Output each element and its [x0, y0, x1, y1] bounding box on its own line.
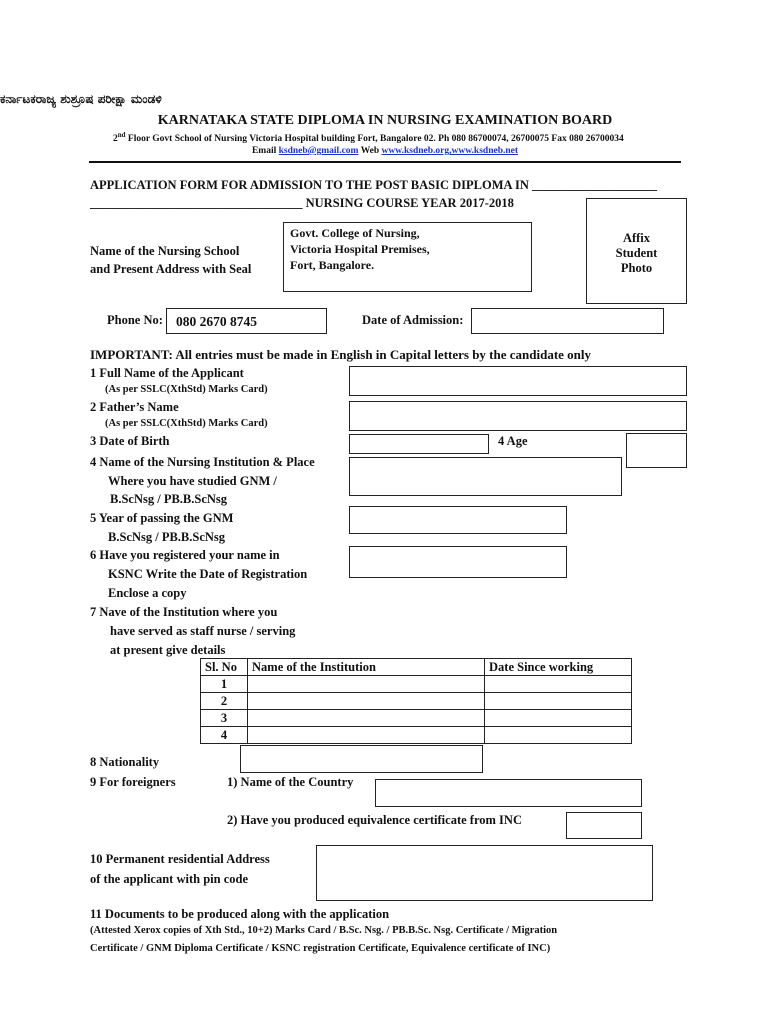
equivalence-field[interactable]: [566, 812, 642, 839]
nationality-field[interactable]: [240, 745, 483, 773]
admission-date-field[interactable]: [471, 308, 664, 334]
ksnc-registration-field[interactable]: [349, 546, 567, 578]
school-address-line: Fort, Bangalore.: [290, 258, 375, 272]
label-line: 4 Name of the Nursing Institution & Place: [90, 455, 315, 469]
institution-name-cell[interactable]: [248, 710, 485, 727]
label-line: 5 Year of passing the GNM: [90, 511, 234, 525]
photo-label-line: Affix: [622, 231, 651, 245]
address-line: Floor Govt School of Nursing Victoria Hospital building Fort, Bangalore 02. Ph 080 86700074, 26700075 Fax 080 26700034: [127, 134, 624, 145]
web-link[interactable]: www.ksdneb.org,www.ksdneb.net: [381, 146, 519, 156]
age-label: 4 Age: [498, 434, 528, 448]
school-address-box[interactable]: [283, 222, 532, 292]
served-institution-label: [90, 603, 295, 660]
table-row: [201, 710, 632, 727]
label-line: at present give details: [110, 643, 226, 657]
photo-label-line: Student: [615, 246, 658, 260]
admission-date-label: Date of Admission:: [362, 313, 464, 327]
label-line: 10 Permanent residential Address: [90, 852, 270, 866]
institution-name-cell[interactable]: [248, 676, 485, 693]
email-label: Email: [251, 146, 277, 156]
table-row: [201, 676, 632, 693]
dob-label: 3 Date of Birth: [90, 434, 170, 448]
date-since-cell[interactable]: [485, 693, 632, 710]
label-line: Where you have studied GNM /: [108, 473, 277, 488]
permanent-address-label: [90, 850, 270, 889]
row-number: 1: [201, 676, 248, 693]
table-row: [201, 727, 632, 744]
label-line: B.ScNsg / PB.B.ScNsg: [110, 492, 228, 506]
documents-note-2: Certificate / GNM Diploma Certificate / KSNC registration Certificate, Equivalence certificate of INC): [90, 943, 551, 954]
web-label: Web: [360, 146, 380, 156]
full-name-field[interactable]: [349, 366, 687, 396]
country-label: 1) Name of the Country: [227, 775, 354, 789]
label-line: 7 Nave of the Institution where you: [90, 605, 278, 619]
board-address: [113, 131, 624, 144]
nationality-label: 8 Nationality: [90, 755, 160, 769]
school-address-line: Victoria Hospital Premises,: [290, 242, 430, 256]
form-title-line-2: __________________________________ NURSING COURSE YEAR 2017-2018: [90, 196, 514, 210]
gnm-year-field[interactable]: [349, 506, 567, 534]
row-number: 4: [201, 727, 248, 744]
full-name-label: 1 Full Name of the Applicant: [90, 366, 244, 380]
permanent-address-field[interactable]: [316, 845, 653, 901]
documents-label: 11 Documents to be produced along with the application: [90, 907, 390, 921]
institution-studied-label: [90, 453, 315, 509]
photo-label-line: Photo: [620, 261, 653, 275]
equivalence-label: 2) Have you produced equivalence certificate from INC: [227, 813, 522, 827]
board-name: KARNATAKA STATE DIPLOMA IN NURSING EXAMINATION BOARD: [157, 113, 613, 128]
label-line: Enclose a copy: [108, 586, 187, 600]
phone-label: Phone No:: [107, 313, 163, 327]
phone-field[interactable]: 080 2670 8745: [166, 308, 327, 334]
row-number: 2: [201, 693, 248, 710]
table-header-row: [201, 659, 632, 676]
contact-line: [0, 146, 770, 156]
institution-table: [200, 658, 632, 744]
table-header: Sl. No: [201, 659, 248, 676]
institution-studied-field[interactable]: [349, 457, 622, 496]
father-name-label: 2 Father’s Name: [90, 400, 179, 414]
institution-name-cell[interactable]: [248, 727, 485, 744]
row-number: 3: [201, 710, 248, 727]
father-name-field[interactable]: [349, 401, 687, 431]
date-since-cell[interactable]: [485, 676, 632, 693]
photo-box[interactable]: [586, 198, 687, 304]
date-since-cell[interactable]: [485, 727, 632, 744]
school-address-line: Govt. College of Nursing,: [290, 226, 420, 240]
country-field[interactable]: [375, 779, 642, 807]
label-line: of the applicant with pin code: [90, 871, 249, 886]
email-link[interactable]: ksdneb@gmail.com: [278, 146, 359, 156]
form-title-line-1: APPLICATION FORM FOR ADMISSION TO THE POST BASIC DIPLOMA IN ____________________: [90, 178, 657, 192]
school-label-1: Name of the Nursing School: [90, 244, 240, 258]
label-line: have served as staff nurse / serving: [110, 624, 296, 638]
header-divider: [89, 161, 681, 163]
school-label-2: and Present Address with Seal: [90, 262, 252, 276]
date-since-cell[interactable]: [485, 710, 632, 727]
ksnc-registration-label: [90, 546, 307, 603]
table-header: Name of the Institution: [248, 659, 485, 676]
table-header: Date Since working: [485, 659, 632, 676]
age-field[interactable]: [626, 433, 687, 468]
foreigners-label: 9 For foreigners: [90, 775, 176, 789]
dob-field[interactable]: [349, 434, 489, 454]
gnm-year-label: [90, 509, 233, 546]
floor-suffix: nd: [117, 131, 126, 139]
label-line: B.ScNsg / PB.B.ScNsg: [108, 529, 226, 544]
label-line: 6 Have you registered your name in: [90, 548, 280, 562]
full-name-note: (As per SSLC(XthStd) Marks Card): [105, 384, 268, 395]
label-line: KSNC Write the Date of Registration: [108, 567, 308, 581]
institution-name-cell[interactable]: [248, 693, 485, 710]
father-name-note: (As per SSLC(XthStd) Marks Card): [105, 418, 268, 429]
kannada-board-title: ಕರ್ನಾಟಕರಾಜ್ಯ ಶುಶ್ರೂಷ ಪರೀಕ್ಷಾ ಮಂಡಳಿ: [0, 92, 162, 106]
table-row: [201, 693, 632, 710]
important-note: IMPORTANT: All entries must be made in English in Capital letters by the candidate only: [90, 347, 592, 362]
floor-number: 2: [113, 134, 118, 145]
documents-note-1: (Attested Xerox copies of Xth Std., 10+2) Marks Card / B.Sc. Nsg. / PB.B.Sc. Nsg. Certificate / Migration: [90, 925, 558, 936]
